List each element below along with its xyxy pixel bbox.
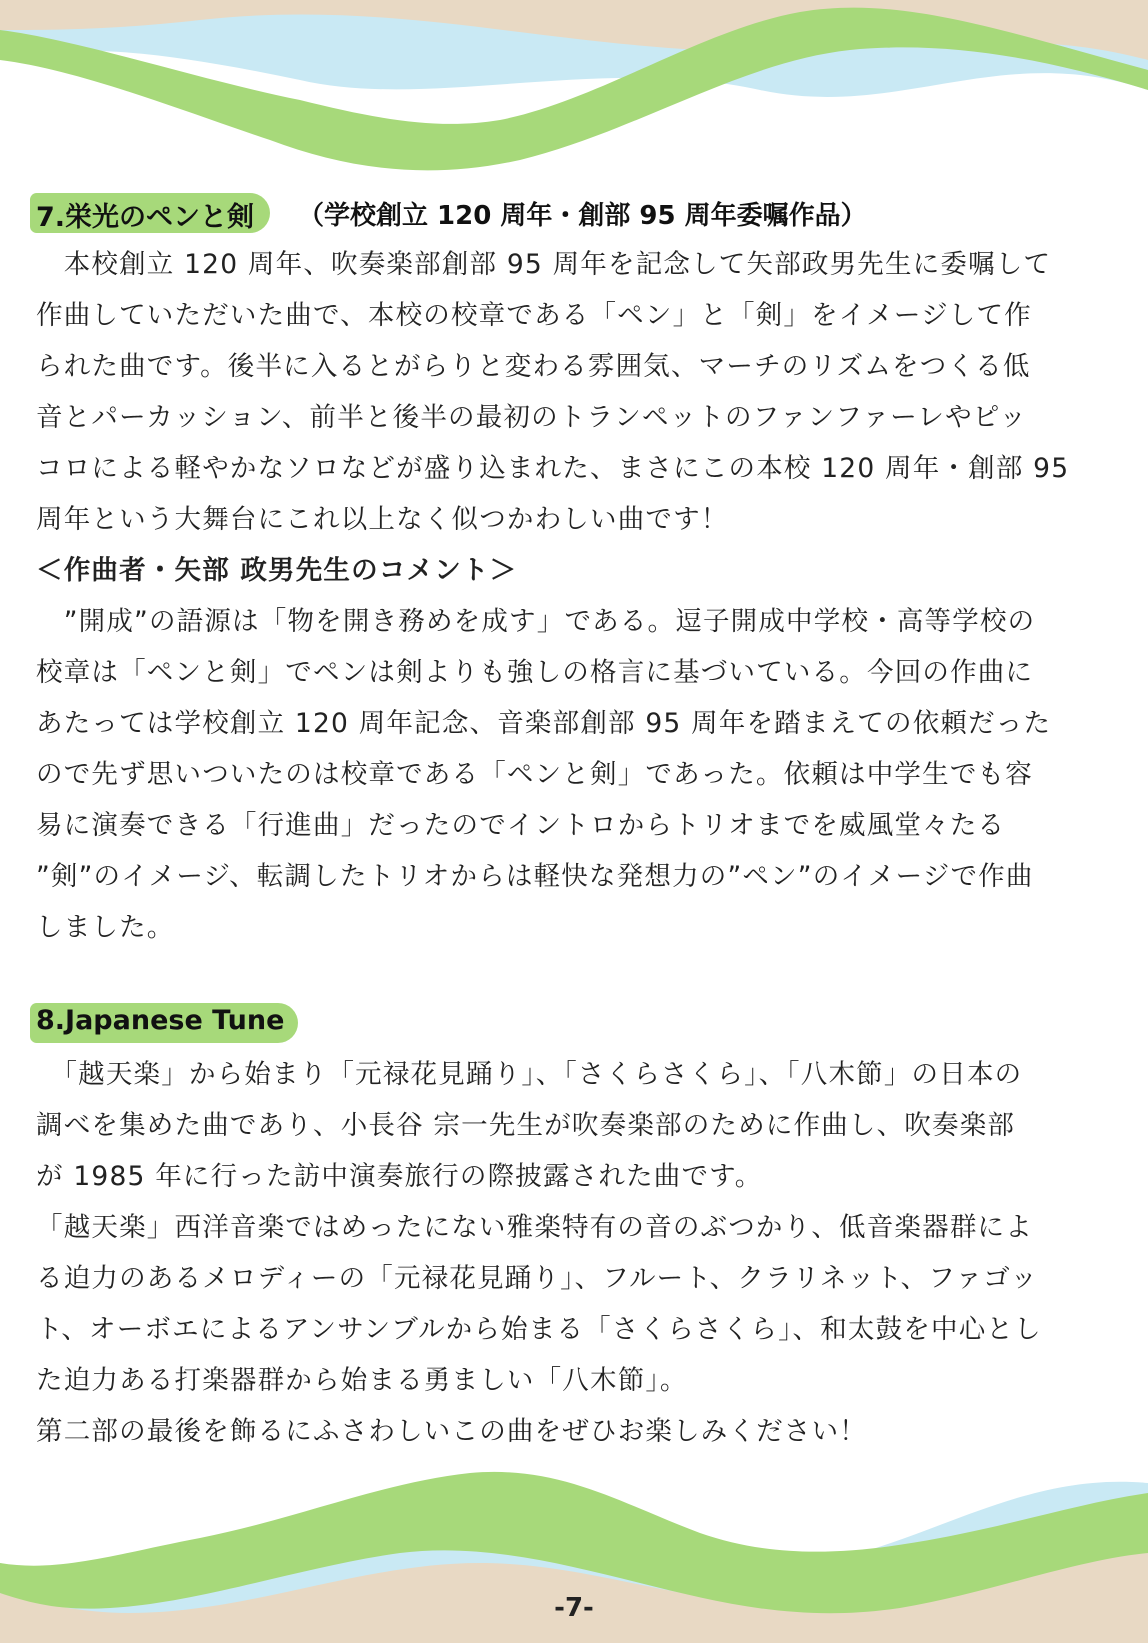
- section-7-subtitle: （学校創立 120 周年・創部 95 周年委嘱作品）: [298, 201, 867, 231]
- top-wave-decoration: [0, 0, 1148, 190]
- section-7-paragraph: 本校創立 120 周年、吹奏楽部創部 95 周年を記念して矢部政男先生に委嘱して 作曲していただいた曲で、本校の校章である「ペン」と「剣」をイメージして作 られた曲です。後半に入るとがらりと変わる雰囲気、マーチのリズムをつくる低 音とパーカッション、前半と後半の最初のトランペットのファンファーレやピッ コロによる軽やかなソロなどが盛り込まれた、まさにこの本校 120 周年・創部 95 周年という大舞台にこれ以上なく似つかわしい曲です！: [36, 249, 1070, 535]
- composer-comment: ”開成”の語源は「物を開き務めを成す」である。逗子開成中学校・高等学校の 校章は「ペンと剣」でペンは剣よりも強しの格言に基づいている。今回の作曲に あたっては学校創立 120 周年記念、音楽部創部 95 周年を踏まえての依頼だった ので先ず思いついたのは校章である「ペンと剣」であった。依頼は中学生でも容 易に演奏できる「行進曲」だったのでイントロからトリオまでを威風堂々たる ”剣”のイメージ、転調したトリオからは軽快な発想力の”ペン”のイメージで作曲 しました。: [36, 606, 1052, 943]
- section-8-title: 8.Japanese Tune: [36, 1005, 285, 1036]
- section-8-paragraph: 「越天楽」から始まり「元禄花見踊り」、「さくらさくら」、「八木節」の日本の 調べを集めた曲であり、小長谷 宗一先生が吹奏楽部のために作曲し、吹奏楽部 が 1985 年に行った訪中演奏旅行の際披露された曲です。 「越天楽」西洋音楽ではめったにない雅楽特有の音のぶつかり、低音楽器群によ る迫力のあるメロディーの「元禄花見踊り」、フルート、クラリネット、ファゴッ ト、オーボエによるアンサンブルから始まる「さくらさくら」、和太鼓を中心とし た迫力ある打楽器群から始まる勇ましい「八木節」。 第二部の最後を飾るにふさわしいこの曲をぜひお楽しみください！: [36, 1059, 1042, 1447]
- composer-comment-heading: ＜作曲者・矢部 政男先生のコメント＞: [36, 555, 518, 586]
- page-number: -7-: [554, 1593, 594, 1623]
- section-8-header: [36, 993, 1116, 1049]
- page-content: [36, 183, 1116, 1457]
- section-7-header: [36, 183, 1116, 239]
- section-7-title: 7.栄光のペンと剣: [36, 202, 255, 233]
